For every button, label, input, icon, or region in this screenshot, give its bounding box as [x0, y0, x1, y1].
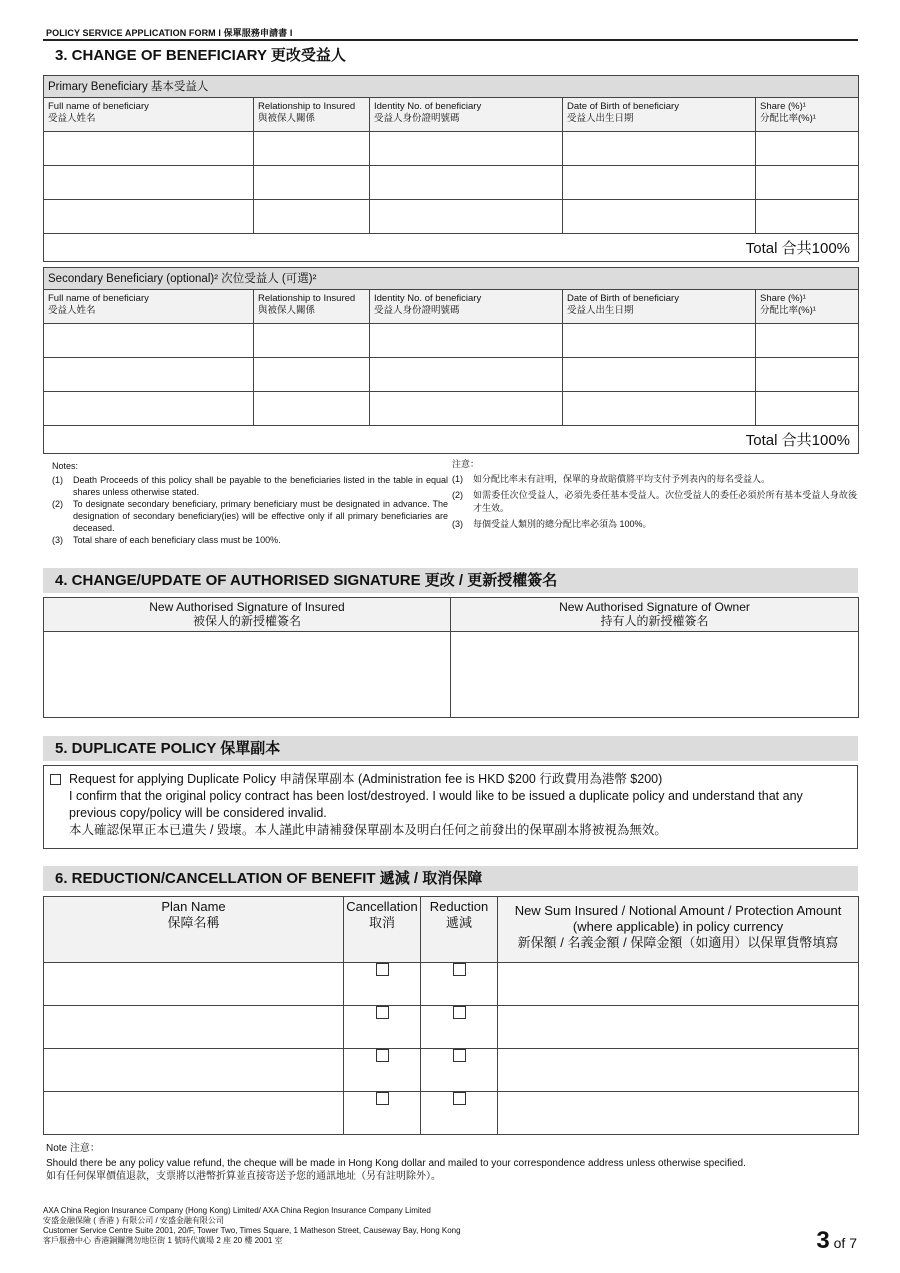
table-row [44, 166, 859, 200]
bottom-note-en: Should there be any policy value refund, the cheque will be made in Hong Kong dollar and mailed to your correspondence address unless otherwise specified. [46, 1158, 746, 1169]
col-full-name: Full name of beneficiary 受益人姓名 [44, 290, 254, 324]
duplicate-confirm-zh: 本人確認保單正本已遺失 / 毀壞。本人謹此申請補發保單副本及明白任何之前發出的保單副本將被視為無效。 [69, 823, 667, 837]
note-item: (3) 每個受益人類別的總分配比率必須為 100%。 [452, 519, 652, 529]
signature-table [43, 597, 859, 718]
reduction-cell [421, 963, 498, 1006]
table-row [44, 200, 859, 234]
plan-name-field[interactable] [44, 1006, 344, 1049]
share-field[interactable] [756, 324, 859, 358]
section-3-title: 3. CHANGE OF BENEFICIARY 更改受益人 [55, 47, 346, 64]
plan-name-field[interactable] [44, 963, 344, 1006]
reduction-checkbox[interactable] [453, 963, 466, 976]
col-relationship: Relationship to Insured 與被保人關係 [254, 290, 370, 324]
footer [43, 1206, 643, 1246]
share-field[interactable] [756, 392, 859, 426]
dob-field[interactable] [563, 132, 756, 166]
cancellation-cell [344, 963, 421, 1006]
new-sum-field[interactable] [498, 1092, 859, 1135]
page-current: 3 [816, 1227, 830, 1254]
name-field[interactable] [44, 200, 254, 234]
cancellation-cell [344, 1006, 421, 1049]
insured-signature-box[interactable] [44, 632, 451, 718]
bottom-note-heading: Note 注意： [46, 1143, 100, 1154]
col-share: Share (%)¹ 分配比率(%)¹ [756, 98, 859, 132]
note-item: (1) 如分配比率未有註明，保單的身故賠償將平均支付予列表內的每名受益人。 [452, 474, 771, 484]
duplicate-confirm-en: I confirm that the original policy contract has been lost/destroyed. I would like to be issued a duplicate policy and understand that any previous copy/policy will be considered invalid. [69, 789, 803, 820]
primary-beneficiary-caption: Primary Beneficiary 基本受益人 [44, 76, 859, 98]
new-sum-field[interactable] [498, 1049, 859, 1092]
cancellation-checkbox[interactable] [376, 963, 389, 976]
reduction-cell [421, 1049, 498, 1092]
reduction-cell [421, 1092, 498, 1135]
name-field[interactable] [44, 358, 254, 392]
table-row [44, 132, 859, 166]
table-row [44, 1049, 859, 1092]
footer-company-zh: 安盛金融保險 ( 香港 ) 有限公司 / 安盛金融有限公司 [43, 1216, 224, 1225]
footer-address-en: Customer Service Centre Suite 2001, 20/F, Tower Two, Times Square, 1 Matheson Street, Causeway Bay, Hong Kong [43, 1226, 461, 1235]
notes-chinese [452, 458, 857, 531]
col-cancellation: Cancellation 取消 [344, 897, 421, 963]
table-row [44, 963, 859, 1006]
identity-field[interactable] [370, 166, 563, 200]
relationship-field[interactable] [254, 132, 370, 166]
col-share: Share (%)¹ 分配比率(%)¹ [756, 290, 859, 324]
col-identity-no: Identity No. of beneficiary 受益人身份證明號碼 [370, 290, 563, 324]
footer-address-zh: 客戶服務中心 香港銅鑼灣勿地臣街 1 號時代廣場 2 座 20 樓 2001 室 [43, 1236, 283, 1245]
note-item: (2) 如需委任次位受益人，必須先委任基本受益人。次位受益人的委任必須於所有基本受益人身故後才生效。 [452, 490, 857, 513]
table-row [44, 1092, 859, 1135]
col-reduction: Reduction 遞減 [421, 897, 498, 963]
table-row [44, 392, 859, 426]
bottom-note-zh: 如有任何保單價值退款，支票將以港幣折算並直接寄送予您的通訊地址（另有註明除外）。 [46, 1171, 441, 1182]
reduction-cell [421, 1006, 498, 1049]
notes-english [52, 460, 448, 546]
note-item: (2) To designate secondary beneficiary, primary beneficiary must be designated in advance. The designation of secondary beneficiary(ies) will be effective only if all primary beneficiaries are deceased. [52, 499, 448, 533]
cancellation-checkbox[interactable] [376, 1006, 389, 1019]
cancellation-cell [344, 1049, 421, 1092]
primary-total: Total 合共100% [44, 234, 859, 262]
form-header: POLICY SERVICE APPLICATION FORM I 保單服務申請書 I [46, 28, 293, 38]
table-row [44, 1006, 859, 1049]
page-number [816, 1227, 857, 1255]
page-total: of 7 [833, 1235, 857, 1251]
name-field[interactable] [44, 392, 254, 426]
relationship-field[interactable] [254, 358, 370, 392]
identity-field[interactable] [370, 132, 563, 166]
reduction-checkbox[interactable] [453, 1006, 466, 1019]
section-4-title: 4. CHANGE/UPDATE OF AUTHORISED SIGNATURE 更改 / 更新授權簽名 [43, 568, 858, 593]
identity-field[interactable] [370, 200, 563, 234]
identity-field[interactable] [370, 392, 563, 426]
duplicate-policy-checkbox[interactable] [50, 774, 61, 785]
col-date-of-birth: Date of Birth of beneficiary 受益人出生日期 [563, 98, 756, 132]
identity-field[interactable] [370, 324, 563, 358]
primary-beneficiary-table [43, 75, 859, 262]
table-row [44, 324, 859, 358]
name-field[interactable] [44, 324, 254, 358]
new-sum-field[interactable] [498, 1006, 859, 1049]
duplicate-request-text: Request for applying Duplicate Policy 申請保單副本 (Administration fee is HKD $200 行政費用為港幣 $200) [69, 772, 663, 786]
dob-field[interactable] [563, 392, 756, 426]
cancellation-cell [344, 1092, 421, 1135]
relationship-field[interactable] [254, 166, 370, 200]
owner-signature-box[interactable] [451, 632, 859, 718]
reduction-checkbox[interactable] [453, 1092, 466, 1105]
footer-company-en: AXA China Region Insurance Company (Hong Kong) Limited/ AXA China Region Insurance Company Limited [43, 1206, 431, 1215]
col-new-sum-insured: New Sum Insured / Notional Amount / Protection Amount (where applicable) in policy currency 新保額 / 名義金額 / 保障金額（如適用）以保單貨幣填寫 [498, 897, 859, 963]
note-item: (3) Total share of each beneficiary class must be 100%. [52, 535, 281, 545]
share-field[interactable] [756, 358, 859, 392]
reduction-checkbox[interactable] [453, 1049, 466, 1062]
cancellation-checkbox[interactable] [376, 1049, 389, 1062]
secondary-total: Total 合共100% [44, 426, 859, 454]
plan-name-field[interactable] [44, 1092, 344, 1135]
header-rule [43, 39, 858, 41]
cancellation-checkbox[interactable] [376, 1092, 389, 1105]
section-6-title: 6. REDUCTION/CANCELLATION OF BENEFIT 遞減 / 取消保障 [43, 866, 858, 891]
name-field[interactable] [44, 132, 254, 166]
relationship-field[interactable] [254, 200, 370, 234]
notes-heading: 注意： [452, 459, 480, 469]
dob-field[interactable] [563, 324, 756, 358]
dob-field[interactable] [563, 358, 756, 392]
secondary-beneficiary-table [43, 267, 859, 454]
col-full-name: Full name of beneficiary 受益人姓名 [44, 98, 254, 132]
share-field[interactable] [756, 200, 859, 234]
table-row [44, 358, 859, 392]
share-field[interactable] [756, 132, 859, 166]
note-item: (1) Death Proceeds of this policy shall be payable to the beneficiaries listed in the table in equal shares unless otherwise stated. [52, 475, 448, 497]
bottom-note [46, 1142, 858, 1183]
col-plan-name: Plan Name 保障名稱 [44, 897, 344, 963]
benefit-table [43, 896, 859, 1135]
share-field[interactable] [756, 166, 859, 200]
identity-field[interactable] [370, 358, 563, 392]
notes-heading: Notes: [52, 461, 79, 471]
relationship-field[interactable] [254, 392, 370, 426]
insured-signature-label: New Authorised Signature of Insured 被保人的新授權簽名 [44, 598, 451, 632]
col-relationship: Relationship to Insured 與被保人關係 [254, 98, 370, 132]
duplicate-policy-box [43, 765, 858, 849]
new-sum-field[interactable] [498, 963, 859, 1006]
dob-field[interactable] [563, 200, 756, 234]
plan-name-field[interactable] [44, 1049, 344, 1092]
section-5-title: 5. DUPLICATE POLICY 保單副本 [43, 736, 858, 761]
name-field[interactable] [44, 166, 254, 200]
relationship-field[interactable] [254, 324, 370, 358]
col-identity-no: Identity No. of beneficiary 受益人身份證明號碼 [370, 98, 563, 132]
secondary-beneficiary-caption: Secondary Beneficiary (optional)² 次位受益人 (可選)² [44, 268, 859, 290]
dob-field[interactable] [563, 166, 756, 200]
owner-signature-label: New Authorised Signature of Owner 持有人的新授權簽名 [451, 598, 859, 632]
col-date-of-birth: Date of Birth of beneficiary 受益人出生日期 [563, 290, 756, 324]
